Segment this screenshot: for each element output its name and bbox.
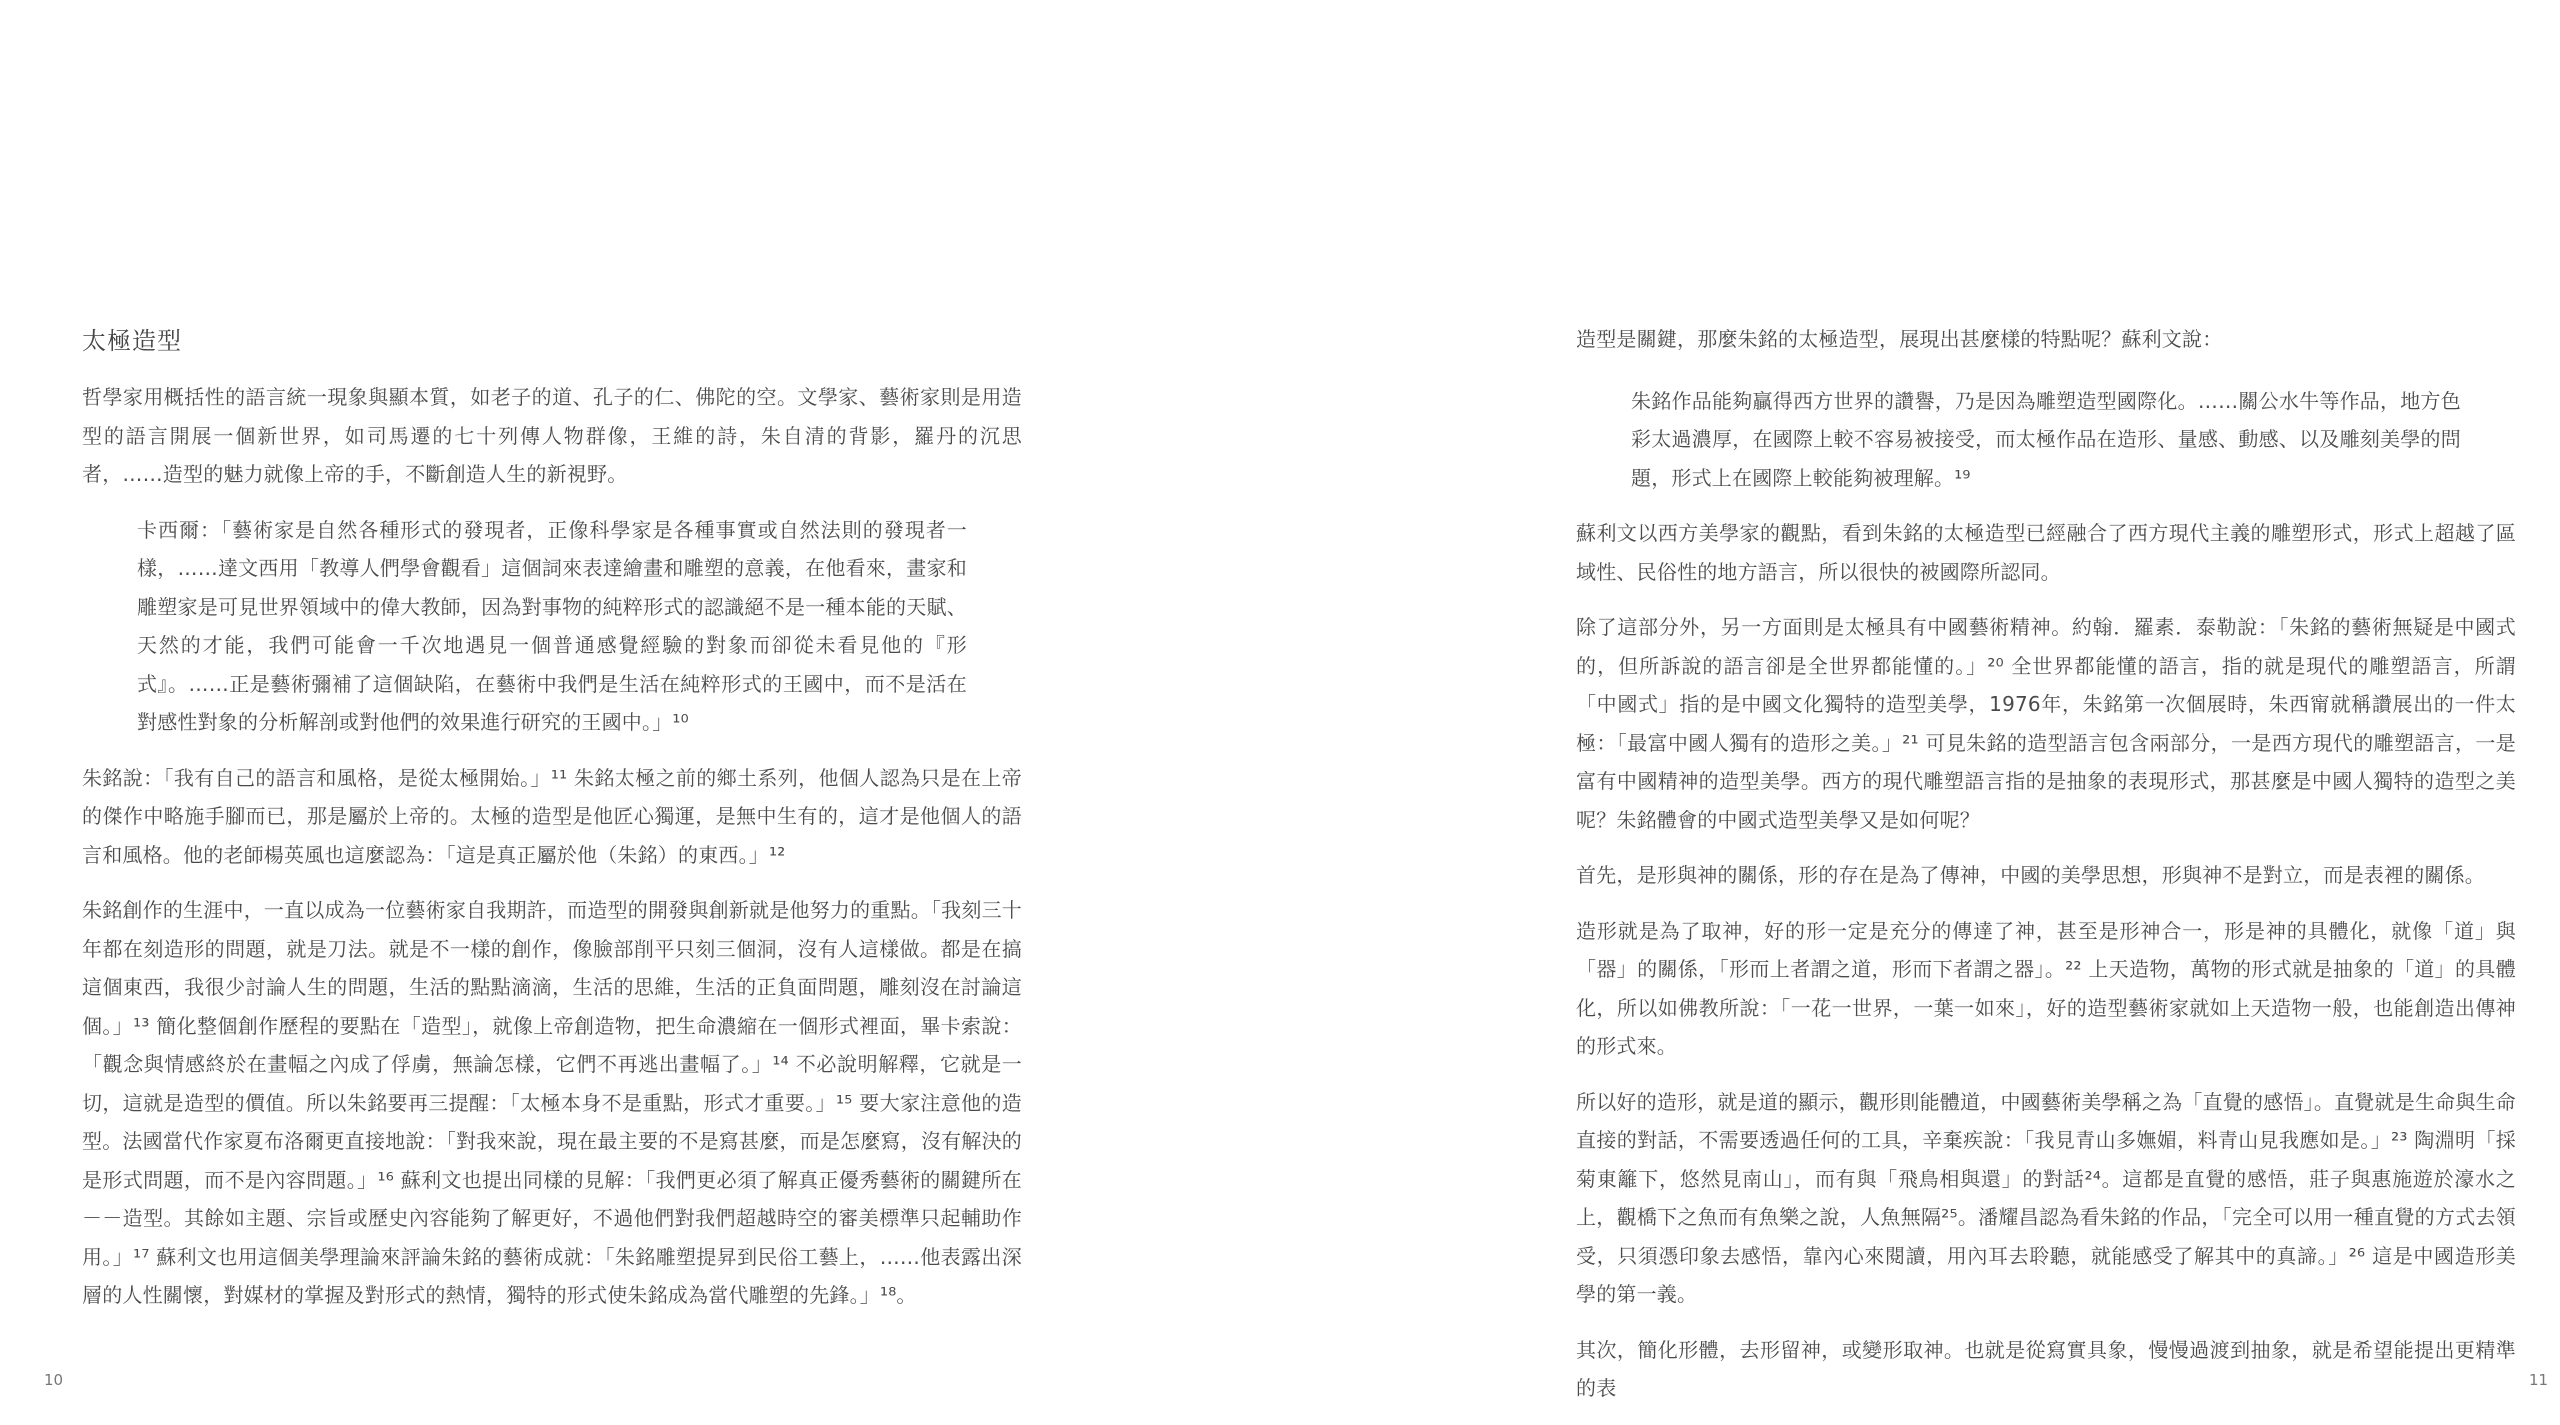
- body-paragraph: 其次，簡化形體，去形留神，或變形取神。也就是從寫實具象，慢慢過渡到抽象，就是希望能提出更精準的表: [1576, 1337, 2516, 1400]
- body-paragraph: 造形就是為了取神，好的形一定是充分的傳達了神，甚至是形神合一，形是神的具體化，就像「道」與「器」的關係，「形而上者謂之道，形而下者謂之器」。²² 上天造物，萬物的形式就是抽象的「道」的具體化，所以如佛教所說：「一花一世界，一葉一如來」，好的造型藝術家就如上天造物一般，也能創造出傳神的形式來。: [1576, 918, 2516, 1058]
- right-page: [1280, 0, 2560, 1416]
- body-paragraph: 除了這部分外，另一方面則是太極具有中國藝術精神。約翰．羅素．泰勒說：「朱銘的藝術無疑是中國式的，但所訴說的語言卻是全世界都能懂的。」²⁰ 全世界都能懂的語言，指的就是現代的雕塑語言，所謂「中國式」指的是中國文化獨特的造型美學，1976年，朱銘第一次個展時，朱西甯就稱讚展出的一件太極：「最富中國人獨有的造形之美。」²¹ 可見朱銘的造型語言包含兩部分，一是西方現代的雕塑語言，一是富有中國精神的造型美學。西方的現代雕塑語言指的是抽象的表現形式，那甚麼是中國人獨特的造型之美呢？朱銘體會的中國式造型美學又是如何呢？: [1576, 615, 2516, 832]
- block-quote: 卡西爾：「藝術家是自然各種形式的發現者，正像科學家是各種事實或自然法則的發現者一樣，……達文西用「教導人們學會觀看」這個詞來表達繪畫和雕塑的意義，在他看來，畫家和雕塑家是可見世界領域中的偉大教師，因為對事物的純粹形式的認識絕不是一種本能的天賦、天然的才能，我們可能會一千次地遇見一個普通感覺經驗的對象而卻從未看見他的『形式』。……正是藝術彌補了這個缺陷，在藝術中我們是生活在純粹形式的王國中，而不是活在對感性對象的分析解剖或對他們的效果進行研究的王國中。」¹⁰: [137, 517, 967, 734]
- body-paragraph: 造型是關鍵，那麼朱銘的太極造型，展現出甚麼樣的特點呢？蘇利文說：: [1576, 327, 2223, 351]
- right-text-column: [1576, 320, 2516, 1425]
- page-number: 10: [44, 1371, 64, 1389]
- body-paragraph: 所以好的造形，就是道的顯示，觀形則能體道，中國藝術美學稱之為「直覺的感悟」。直覺就是生命與生命直接的對話，不需要透過任何的工具，辛棄疾說：「我見青山多嫵媚，料青山見我應如是。」²³ 陶淵明「採菊東籬下，悠然見南山」，而有與「飛鳥相與還」的對話²⁴。這都是直覺的感悟，莊子與惠施遊於濠水之上，觀橋下之魚而有魚樂之說，人魚無隔²⁵。潘耀昌認為看朱銘的作品，「完全可以用一種直覺的方式去領受，只須憑印象去感悟，靠內心來閱讀，用內耳去聆聽，就能感受了解其中的真諦。」²⁶ 這是中國造形美學的第一義。: [1576, 1089, 2516, 1306]
- block-quote: 朱銘作品能夠贏得西方世界的讚譽，乃是因為雕塑造型國際化。……關公水牛等作品，地方色彩太過濃厚，在國際上較不容易被接受，而太極作品在造形、量感、動感、以及雕刻美學的問題，形式上在國際上較能夠被理解。¹⁹: [1631, 388, 2461, 490]
- body-paragraph: 蘇利文以西方美學家的觀點，看到朱銘的太極造型已經融合了西方現代主義的雕塑形式，形式上超越了區域性、民俗性的地方語言，所以很快的被國際所認同。: [1576, 521, 2516, 584]
- left-text-column: [82, 320, 1022, 1332]
- body-paragraph: 朱銘創作的生涯中，一直以成為一位藝術家自我期許，而造型的開發與創新就是他努力的重點。「我刻三十年都在刻造形的問題，就是刀法。就是不一樣的創作，像臉部削平只刻三個洞，沒有人這樣做。都是在搞這個東西，我很少討論人生的問題，生活的點點滴滴，生活的思維，生活的正負面問題，雕刻沒在討論這個。」¹³ 簡化整個創作歷程的要點在「造型」，就像上帝創造物，把生命濃縮在一個形式裡面，畢卡索說：「觀念與情感終於在畫幅之內成了俘虜，無論怎樣，它們不再逃出畫幅了。」¹⁴ 不必說明解釋，它就是一切，這就是造型的價值。所以朱銘要再三提醒：「太極本身不是重點，形式才重要。」¹⁵ 要大家注意他的造型。法國當代作家夏布洛爾更直接地說：「對我來說，現在最主要的不是寫甚麼，而是怎麼寫，沒有解決的是形式問題，而不是內容問題。」¹⁶ 蘇利文也提出同樣的見解：「我們更必須了解真正優秀藝術的關鍵所在－－造型。其餘如主題、宗旨或歷史內容能夠了解更好，不過他們對我們超越時空的審美標準只起輔助作用。」¹⁷ 蘇利文也用這個美學理論來評論朱銘的藝術成就：「朱銘雕塑提昇到民俗工藝上，……他表露出深層的人性關懷，對媒材的掌握及對形式的熱情，獨特的形式使朱銘成為當代雕塑的先鋒。」¹⁸。: [82, 898, 1022, 1307]
- left-page: [0, 0, 1280, 1416]
- page-number: 11: [2529, 1371, 2549, 1389]
- body-paragraph: 朱銘說：「我有自己的語言和風格，是從太極開始。」¹¹ 朱銘太極之前的鄉土系列，他個人認為只是在上帝的傑作中略施手腳而已，那是屬於上帝的。太極的造型是他匠心獨運，是無中生有的，這才是他個人的語言和風格。他的老師楊英風也這麼認為：「這是真正屬於他（朱銘）的東西。」¹²: [82, 765, 1022, 867]
- section-heading: 太極造型: [82, 327, 182, 355]
- body-paragraph: 首先，是形與神的關係，形的存在是為了傳神，中國的美學思想，形與神不是對立，而是表裡的關係。: [1576, 863, 2485, 887]
- body-paragraph: 哲學家用概括性的語言統一現象與顯本質，如老子的道、孔子的仁、佛陀的空。文學家、藝術家則是用造型的語言開展一個新世界，如司馬遷的七十列傳人物群像，王維的詩，朱自清的背影，羅丹的沉思者，……造型的魅力就像上帝的手，不斷創造人生的新視野。: [82, 385, 1022, 486]
